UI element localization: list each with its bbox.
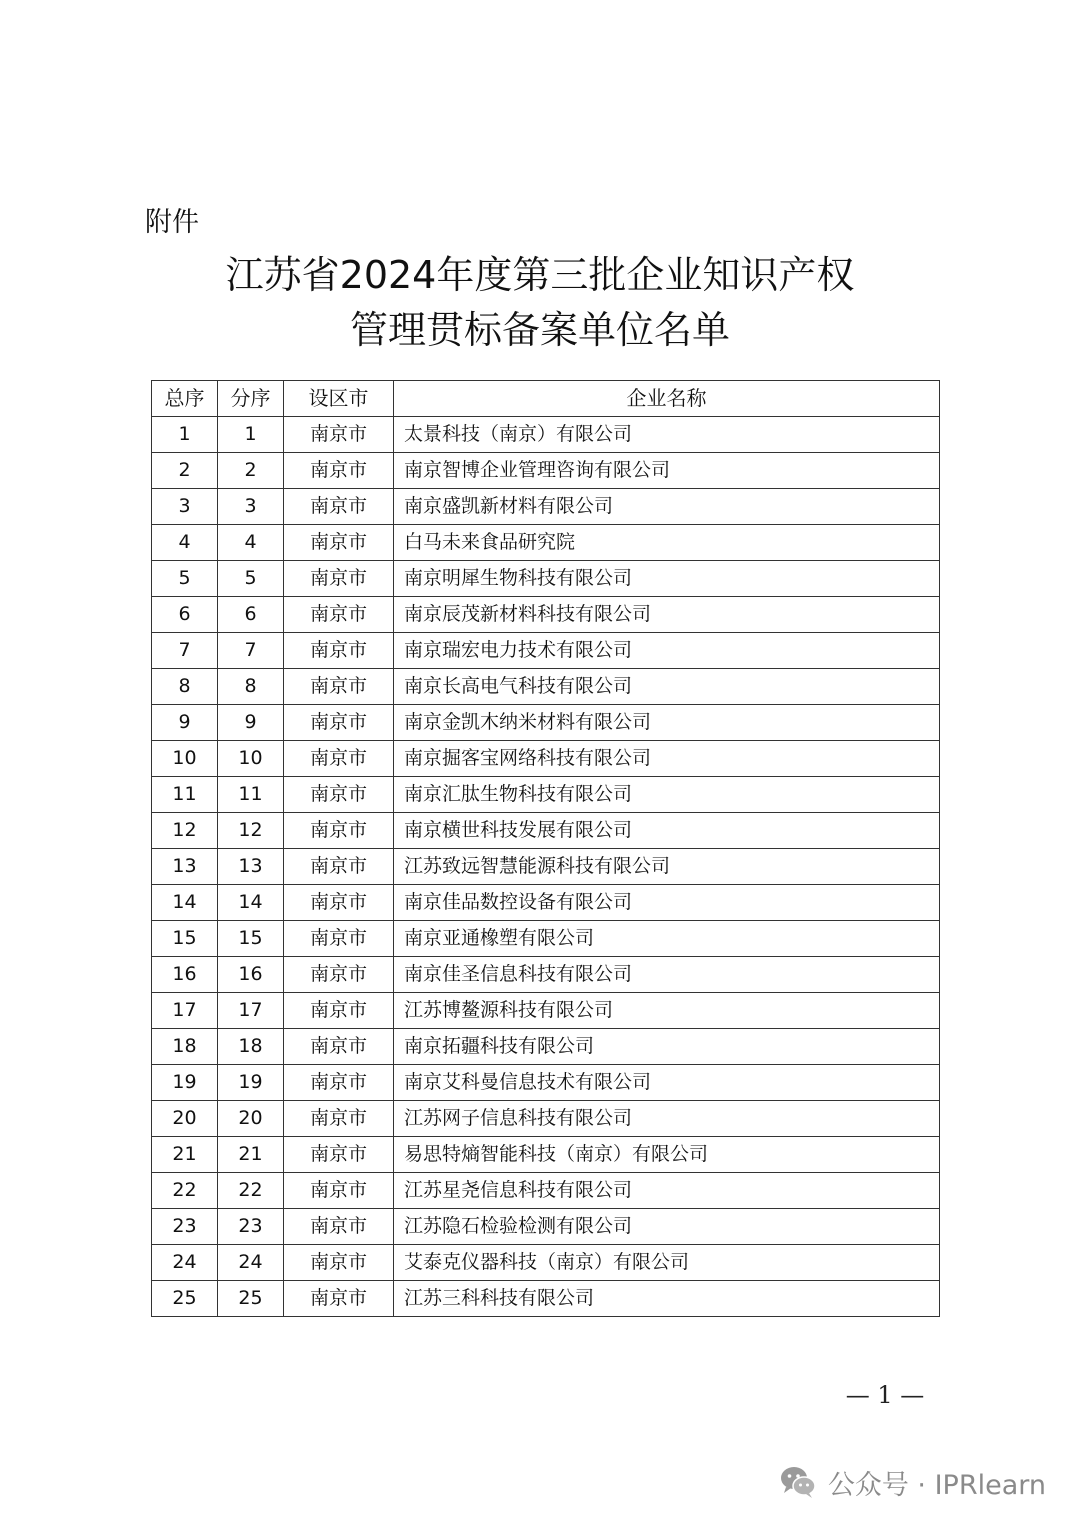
cell-company-name: 江苏三科科技有限公司 xyxy=(394,1281,940,1317)
cell-company-name: 艾泰克仪器科技（南京）有限公司 xyxy=(394,1245,940,1281)
wechat-icon xyxy=(778,1462,818,1502)
table-row xyxy=(152,1029,940,1065)
cell-sub-index: 11 xyxy=(218,777,284,813)
cell-city: 南京市 xyxy=(284,1065,394,1101)
table-row xyxy=(152,633,940,669)
table-body xyxy=(152,417,940,1317)
cell-sub-index: 6 xyxy=(218,597,284,633)
cell-company-name: 南京掘客宝网络科技有限公司 xyxy=(394,741,940,777)
cell-sub-index: 24 xyxy=(218,1245,284,1281)
cell-total-index: 25 xyxy=(152,1281,218,1317)
table-row xyxy=(152,597,940,633)
cell-total-index: 3 xyxy=(152,489,218,525)
table-row xyxy=(152,525,940,561)
table-row xyxy=(152,1245,940,1281)
cell-sub-index: 1 xyxy=(218,417,284,453)
header-city: 设区市 xyxy=(284,381,394,417)
table-header-row xyxy=(152,381,940,417)
cell-city: 南京市 xyxy=(284,1029,394,1065)
cell-total-index: 12 xyxy=(152,813,218,849)
cell-city: 南京市 xyxy=(284,633,394,669)
cell-city: 南京市 xyxy=(284,813,394,849)
cell-sub-index: 16 xyxy=(218,957,284,993)
cell-company-name: 南京佳品数控设备有限公司 xyxy=(394,885,940,921)
table-row xyxy=(152,921,940,957)
cell-city: 南京市 xyxy=(284,849,394,885)
table-row xyxy=(152,849,940,885)
cell-city: 南京市 xyxy=(284,921,394,957)
table-row xyxy=(152,1281,940,1317)
cell-city: 南京市 xyxy=(284,525,394,561)
cell-sub-index: 12 xyxy=(218,813,284,849)
table-row xyxy=(152,1101,940,1137)
cell-company-name: 南京拓疆科技有限公司 xyxy=(394,1029,940,1065)
cell-company-name: 南京亚通橡塑有限公司 xyxy=(394,921,940,957)
cell-sub-index: 3 xyxy=(218,489,284,525)
cell-total-index: 21 xyxy=(152,1137,218,1173)
cell-city: 南京市 xyxy=(284,741,394,777)
cell-company-name: 南京盛凯新材料有限公司 xyxy=(394,489,940,525)
header-total-index: 总序 xyxy=(152,381,218,417)
cell-company-name: 南京佳圣信息科技有限公司 xyxy=(394,957,940,993)
cell-total-index: 13 xyxy=(152,849,218,885)
cell-total-index: 4 xyxy=(152,525,218,561)
cell-city: 南京市 xyxy=(284,993,394,1029)
cell-sub-index: 22 xyxy=(218,1173,284,1209)
table-row xyxy=(152,1065,940,1101)
cell-city: 南京市 xyxy=(284,1245,394,1281)
cell-sub-index: 4 xyxy=(218,525,284,561)
document-title-line-1: 江苏省2024年度第三批企业知识产权 xyxy=(225,253,855,297)
cell-company-name: 易思特熵智能科技（南京）有限公司 xyxy=(394,1137,940,1173)
cell-sub-index: 23 xyxy=(218,1209,284,1245)
cell-total-index: 24 xyxy=(152,1245,218,1281)
cell-total-index: 16 xyxy=(152,957,218,993)
cell-sub-index: 5 xyxy=(218,561,284,597)
cell-company-name: 南京艾科曼信息技术有限公司 xyxy=(394,1065,940,1101)
cell-city: 南京市 xyxy=(284,453,394,489)
table-row xyxy=(152,705,940,741)
cell-sub-index: 10 xyxy=(218,741,284,777)
table-row xyxy=(152,741,940,777)
table-row xyxy=(152,813,940,849)
table-row xyxy=(152,453,940,489)
cell-company-name: 南京明犀生物科技有限公司 xyxy=(394,561,940,597)
cell-total-index: 8 xyxy=(152,669,218,705)
company-list-table xyxy=(151,380,940,1317)
table-row xyxy=(152,885,940,921)
cell-city: 南京市 xyxy=(284,957,394,993)
cell-total-index: 14 xyxy=(152,885,218,921)
cell-total-index: 23 xyxy=(152,1209,218,1245)
cell-sub-index: 21 xyxy=(218,1137,284,1173)
cell-sub-index: 17 xyxy=(218,993,284,1029)
cell-total-index: 20 xyxy=(152,1101,218,1137)
cell-company-name: 白马未来食品研究院 xyxy=(394,525,940,561)
cell-total-index: 1 xyxy=(152,417,218,453)
cell-company-name: 南京智博企业管理咨询有限公司 xyxy=(394,453,940,489)
table-row xyxy=(152,1209,940,1245)
cell-sub-index: 25 xyxy=(218,1281,284,1317)
cell-total-index: 22 xyxy=(152,1173,218,1209)
cell-sub-index: 8 xyxy=(218,669,284,705)
header-sub-index: 分序 xyxy=(218,381,284,417)
cell-total-index: 10 xyxy=(152,741,218,777)
table-row xyxy=(152,993,940,1029)
watermark-text: 公众号 · IPRlearn xyxy=(827,1469,1046,1501)
cell-company-name: 江苏致远智慧能源科技有限公司 xyxy=(394,849,940,885)
cell-total-index: 6 xyxy=(152,597,218,633)
cell-company-name: 江苏隐石检验检测有限公司 xyxy=(394,1209,940,1245)
cell-sub-index: 2 xyxy=(218,453,284,489)
cell-city: 南京市 xyxy=(284,777,394,813)
table-row xyxy=(152,957,940,993)
page-number: — 1 — xyxy=(845,1381,925,1409)
cell-sub-index: 7 xyxy=(218,633,284,669)
attachment-label: 附件 xyxy=(145,207,199,238)
cell-city: 南京市 xyxy=(284,1137,394,1173)
document-title-line-2: 管理贯标备案单位名单 xyxy=(349,308,730,352)
cell-total-index: 17 xyxy=(152,993,218,1029)
cell-company-name: 南京汇肽生物科技有限公司 xyxy=(394,777,940,813)
cell-city: 南京市 xyxy=(284,417,394,453)
cell-city: 南京市 xyxy=(284,561,394,597)
cell-company-name: 南京辰茂新材料科技有限公司 xyxy=(394,597,940,633)
cell-sub-index: 9 xyxy=(218,705,284,741)
cell-company-name: 南京金凯木纳米材料有限公司 xyxy=(394,705,940,741)
cell-city: 南京市 xyxy=(284,1281,394,1317)
table-row xyxy=(152,1137,940,1173)
cell-city: 南京市 xyxy=(284,489,394,525)
cell-city: 南京市 xyxy=(284,1209,394,1245)
table-row xyxy=(152,417,940,453)
cell-city: 南京市 xyxy=(284,1101,394,1137)
table-row xyxy=(152,1173,940,1209)
header-company-name: 企业名称 xyxy=(394,381,940,417)
cell-city: 南京市 xyxy=(284,1173,394,1209)
table-row xyxy=(152,489,940,525)
cell-city: 南京市 xyxy=(284,705,394,741)
cell-company-name: 江苏网子信息科技有限公司 xyxy=(394,1101,940,1137)
cell-city: 南京市 xyxy=(284,597,394,633)
cell-total-index: 18 xyxy=(152,1029,218,1065)
cell-sub-index: 14 xyxy=(218,885,284,921)
cell-company-name: 南京瑞宏电力技术有限公司 xyxy=(394,633,940,669)
cell-total-index: 9 xyxy=(152,705,218,741)
cell-sub-index: 18 xyxy=(218,1029,284,1065)
cell-sub-index: 15 xyxy=(218,921,284,957)
table-row xyxy=(152,669,940,705)
cell-city: 南京市 xyxy=(284,669,394,705)
cell-total-index: 2 xyxy=(152,453,218,489)
cell-company-name: 江苏博鳌源科技有限公司 xyxy=(394,993,940,1029)
cell-total-index: 19 xyxy=(152,1065,218,1101)
cell-total-index: 5 xyxy=(152,561,218,597)
cell-sub-index: 19 xyxy=(218,1065,284,1101)
cell-company-name: 太景科技（南京）有限公司 xyxy=(394,417,940,453)
cell-total-index: 7 xyxy=(152,633,218,669)
table-row xyxy=(152,777,940,813)
cell-sub-index: 13 xyxy=(218,849,284,885)
watermark xyxy=(778,1460,1046,1504)
cell-city: 南京市 xyxy=(284,885,394,921)
cell-total-index: 15 xyxy=(152,921,218,957)
table-row xyxy=(152,561,940,597)
cell-total-index: 11 xyxy=(152,777,218,813)
cell-sub-index: 20 xyxy=(218,1101,284,1137)
cell-company-name: 江苏星尧信息科技有限公司 xyxy=(394,1173,940,1209)
cell-company-name: 南京横世科技发展有限公司 xyxy=(394,813,940,849)
cell-company-name: 南京长高电气科技有限公司 xyxy=(394,669,940,705)
